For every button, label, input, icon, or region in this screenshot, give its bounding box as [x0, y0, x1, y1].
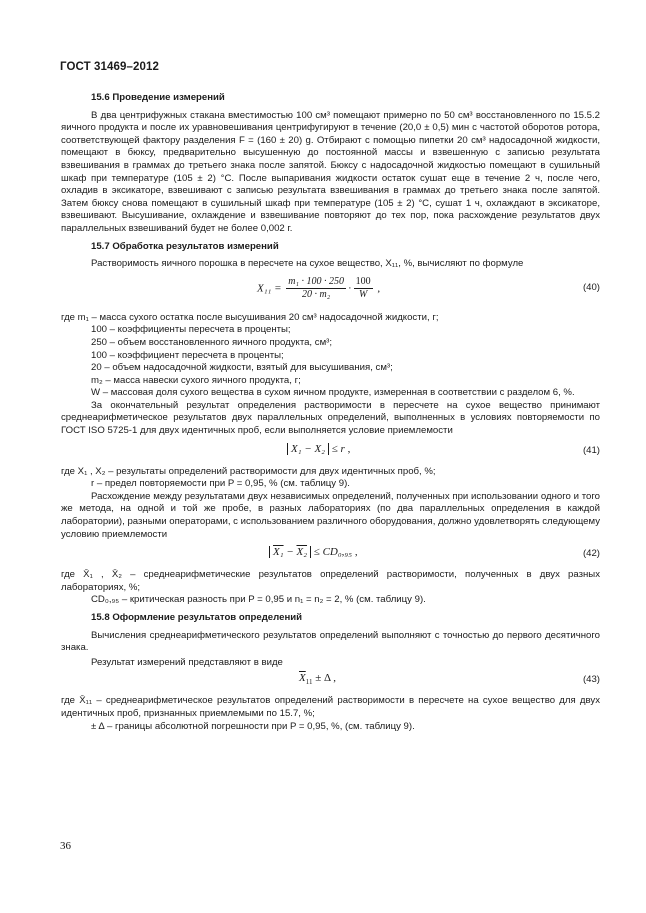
formula-41-legend	[61, 466, 600, 491]
document-header: ГОСТ 31469–2012	[60, 61, 160, 73]
formula-42-minus: −	[286, 546, 294, 559]
formula-42	[61, 546, 600, 564]
formula-40-tail: ,	[377, 282, 381, 295]
section-15-8-title: 15.8 Оформление результатов определений	[91, 612, 303, 623]
result-form-paragraph: Результат измерений представляют в виде	[91, 656, 283, 668]
formula-40-intro: Растворимость яичного порошка в пересчете на сухое вещество, X₁₁, %, вычисляют по формуле	[91, 258, 524, 270]
formula-43-tail: ,	[333, 672, 336, 685]
formula-43-rest: ± Δ	[312, 672, 331, 685]
formula-42-legend	[61, 569, 600, 607]
formula-40: X₁₁ = $\frac{\text{m₁ · 100 · 250}}{\text{20 · m₂}}$ · $\frac{100}{W}$ , (40)	[257, 275, 600, 301]
section-15-6-paragraph: В два центрифужных стакана вместимостью 100 см³ помещают примерно по 50 см³ восстановленного по 15.5.2 яичного продукта и после их уравновешивания центрифугируют в течение (20,0 ± 0,5) мин с частотой оборотов ротора, соответствующей фактору разделения F = (160 ± 20) g. Отбирают с помощью пипетки 20 см³ надосадочной жидкости, помещают в бюксу, предварительно высушенную до постоянной массы и взвешенную с записью результата взвешивания в граммах до третьего знака после запятой. Бюксу с надосадочной жидкостью помещают в сушильный шкаф при температуре (105 ± 2) °С. После выпаривания жидкости остаток сушат еще в течение 2 ч, после чего, охладив в эксикаторе, взвешивают с записью результата взвешивания в граммах до третьего знака после запятой. Затем бюксу снова помещают в сушильный шкаф при температуре (105 ± 2) °С, сушат 1 ч, охлаждают в эксикаторе, взвешивают. Высушивание, охлаждение и взвешивание повторяют до тех пор, пока расхождение результатов двух параллельных взвешиваний будет не более 0,002 г.	[61, 109, 600, 234]
formula-40-numerator-2: 100	[354, 276, 373, 290]
formula-41-abs: X₁ − X₂	[287, 443, 329, 455]
formula-43-sub: 11	[305, 678, 313, 687]
legend-item: где X₁ , X₂ – результаты определений растворимости для двух идентичных проб, %;	[61, 465, 436, 477]
formula-42-rhs: ≤ CD₀,₉₅	[313, 546, 353, 559]
legend-item: где m₁ – масса сухого остатка после высушивания 20 см³ надосадочной жидкости, г;	[61, 311, 439, 323]
formula-40-numerator-1: m₁ · 100 · 250	[286, 276, 346, 290]
section-15-8-paragraph: Вычисления среднеарифметического результатов определений выполняют с точностью до первого десятичного знака.	[61, 629, 600, 654]
legend-item: W – массовая доля сухого вещества в сухом яичном продукте, измеренная в соответствии с разделом 6, %.	[91, 387, 575, 399]
legend-item: 100 – коэффициенты пересчета в проценты;	[91, 324, 291, 336]
legend-item: где X̄₁ , X̄₂ – среднеарифметические результатов определений растворимости, полученных в двух разных лабораториях, %;	[61, 569, 600, 593]
final-result-paragraph: За окончательный результат определения растворимости в пересчете на сухое вещество принимают среднеарифметическое результатов двух параллельных определений, выполненных в условиях повторяемости по ГОСТ ISO 5725-1 для двух идентичных проб, если выполняется условие приемлемости	[61, 399, 600, 437]
document-body	[61, 92, 600, 733]
legend-item: где X̄₁₁ – среднеарифметическое результатов определений растворимости в пересчете на сухое вещество для двух идентичных проб, признанных приемлемыми по 15.7, %;	[61, 695, 600, 719]
formula-40-fraction-2	[354, 276, 373, 302]
page-number: 36	[60, 840, 71, 852]
formula-40-legend	[61, 312, 600, 400]
formula-42-number: (42)	[582, 548, 600, 560]
formula-41	[61, 443, 600, 461]
formula-40-denominator-1: 20 · m₂	[302, 289, 331, 301]
formula-41-tail: ,	[347, 442, 351, 455]
formula-42-tail: ,	[354, 546, 358, 559]
legend-item: 250 – объем восстановленного яичного продукта, см³;	[91, 336, 333, 348]
formula-40-lhs: X₁₁ =	[257, 282, 282, 295]
formula-41-number: (41)	[582, 444, 600, 456]
legend-item: 100 – коэффициент пересчета в проценты;	[91, 349, 284, 361]
legend-item: CD₀,₉₅ – критическая разность при P = 0,95 и n₁ = n₂ = 2, % (см. таблицу 9).	[91, 594, 426, 606]
section-15-7-title: 15.7 Обработка результатов измерений	[91, 240, 279, 252]
legend-item: m₂ – масса навески сухого яичного продукта, г;	[91, 374, 301, 386]
formula-41-rhs: ≤ r	[331, 442, 345, 455]
formula-43	[61, 672, 600, 690]
formula-40-denominator-2: W	[359, 289, 368, 301]
section-15-6-title: 15.6 Проведение измерений	[91, 92, 225, 103]
legend-item: 20 – объем надосадочной жидкости, взятый для высушивания, см³;	[91, 362, 393, 374]
formula-42-b: X₂	[296, 546, 308, 559]
formula-43-number: (43)	[582, 674, 600, 686]
legend-item: r – предел повторяемости при P = 0,95, % (см. таблицу 9).	[91, 478, 350, 490]
reproducibility-paragraph: Расхождение между результатами двух независимых определений, полученных при использовании одного и того же метода, на одной и той же пробе, в разных лабораториях (по два параллельных определения в каждой лаборатории), разными операторами, с использованием различного оборудования, должно удовлетворять следующему условию приемлемости	[61, 490, 600, 540]
formula-40-fraction-1	[286, 276, 346, 302]
legend-item: ± Δ – границы абсолютной погрешности при P = 0,95, %, (см. таблицу 9).	[91, 720, 415, 732]
formula-43-legend	[61, 695, 600, 733]
formula-42-a: X₁	[273, 546, 284, 559]
formula-43-x: $\overline{X}$	[299, 672, 306, 685]
formula-40-number: (40)	[582, 281, 600, 293]
